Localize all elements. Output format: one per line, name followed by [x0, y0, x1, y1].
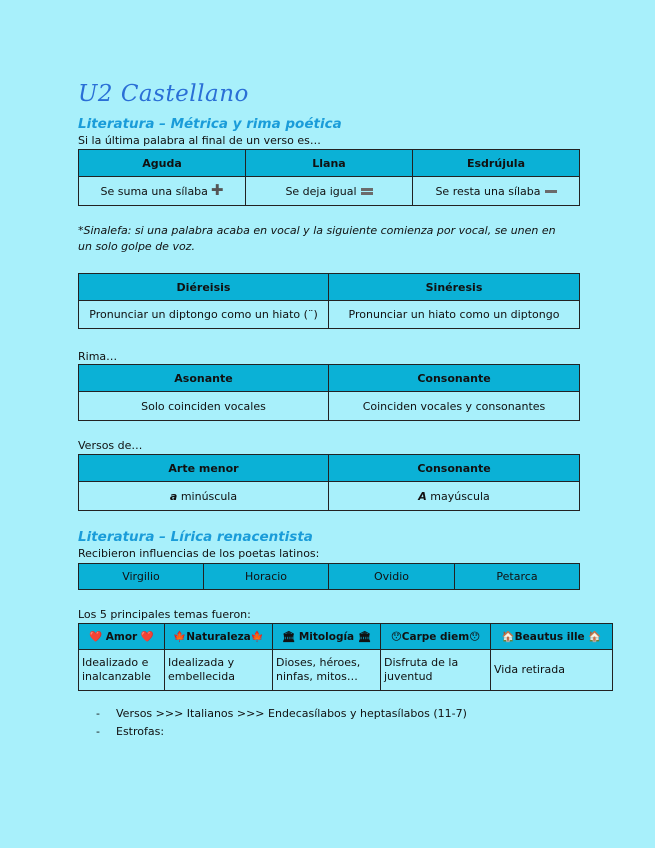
accent-header-esdrujula: Esdrújula	[413, 150, 580, 177]
document-page	[78, 80, 618, 741]
accent-table	[78, 149, 580, 206]
theme-header-beatus-ille: 🏠Beautus ille 🏠	[491, 624, 613, 650]
arte-menor-header: Arte menor	[79, 455, 329, 482]
equals-icon	[361, 188, 373, 195]
accent-cell-aguda: Se suma una sílaba ✚	[79, 177, 246, 206]
theme-cell-carpe-diem: Disfruta de la juventud	[381, 650, 491, 691]
asonante-cell: Solo coinciden vocales	[79, 392, 329, 421]
doc-title: U2 Castellano	[78, 81, 249, 107]
minus-icon	[545, 190, 557, 193]
asonante-header: Asonante	[79, 365, 329, 392]
accent-cell-llana: Se deja igual	[246, 177, 413, 206]
consonante-header: Consonante	[329, 365, 580, 392]
versos-table	[78, 454, 580, 511]
sineresis-header: Sinéresis	[329, 274, 580, 301]
poet-petarca: Petarca	[455, 564, 580, 590]
rima-label: Rima…	[78, 350, 118, 363]
theme-cell-naturaleza: Idealizada y embellecida	[165, 650, 273, 691]
dieresis-header: Diéreisis	[79, 274, 329, 301]
bullet-list	[78, 705, 618, 741]
arte-menor-cell: a minúscula	[79, 482, 329, 511]
list-item: - Estrofas:	[96, 725, 165, 738]
poet-virgilio: Virgilio	[79, 564, 204, 590]
section2-intro: Recibieron influencias de los poetas latinos:	[78, 547, 320, 560]
sinalefa-note: *Sinalefa: si una palabra acaba en vocal y la siguiente comienza por vocal, se unen en un solo golpe de voz.	[78, 224, 556, 253]
section2-heading: Literatura – Lírica renacentista	[78, 529, 313, 545]
theme-cell-mitologia: Dioses, héroes, ninfas, mitos…	[273, 650, 381, 691]
themes-label: Los 5 principales temas fueron:	[78, 608, 251, 621]
consonante-cell: Coinciden vocales y consonantes	[329, 392, 580, 421]
sineresis-cell: Pronunciar un hiato como un diptongo	[329, 301, 580, 329]
section1-intro: Si la última palabra al final de un verso es…	[78, 134, 321, 147]
theme-header-naturaleza: 🍁Naturaleza🍁	[165, 624, 273, 650]
section1-heading: Literatura – Métrica y rima poética	[78, 116, 342, 132]
versos-label: Versos de…	[78, 439, 143, 452]
dieresis-table	[78, 273, 580, 329]
mayuscula-cell: A mayúscula	[329, 482, 580, 511]
theme-header-amor: ❤️ Amor ❤️	[79, 624, 165, 650]
theme-cell-amor: Idealizado e inalcanzable	[79, 650, 165, 691]
theme-header-mitologia: 🏛 Mitología 🏛	[273, 624, 381, 650]
poet-ovidio: Ovidio	[329, 564, 455, 590]
plus-icon: ✚	[210, 180, 224, 199]
accent-cell-esdrujula: Se resta una sílaba	[413, 177, 580, 206]
accent-header-aguda: Aguda	[79, 150, 246, 177]
versos-consonante-header: Consonante	[329, 455, 580, 482]
theme-header-carpe-diem: 😯Carpe diem😯	[381, 624, 491, 650]
accent-header-llana: Llana	[246, 150, 413, 177]
poet-horacio: Horacio	[204, 564, 329, 590]
themes-table	[78, 623, 613, 691]
rima-table	[78, 364, 580, 421]
theme-cell-beatus-ille: Vida retirada	[491, 650, 613, 691]
list-item: - Versos >>> Italianos >>> Endecasílabos y heptasílabos (11-7)	[96, 707, 467, 720]
dieresis-cell: Pronunciar un diptongo como un hiato (¨)	[79, 301, 329, 329]
poets-table	[78, 563, 580, 590]
